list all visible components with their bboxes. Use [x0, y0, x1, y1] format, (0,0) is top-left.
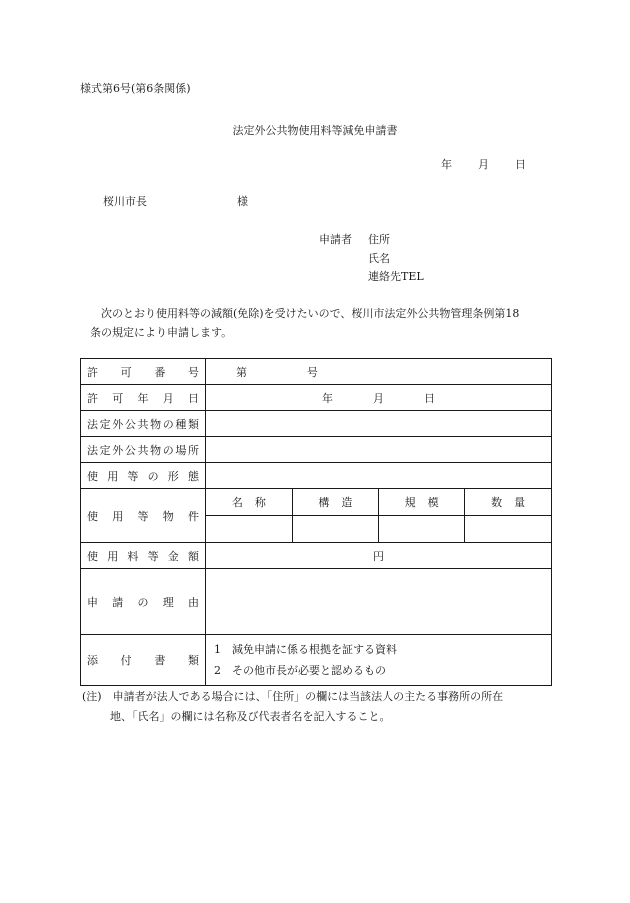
label-char: 公 — [124, 417, 136, 431]
spread-label — [87, 548, 199, 564]
label-char: 場 — [175, 443, 187, 457]
label-char: の — [147, 469, 159, 483]
label-char: 物 — [150, 417, 162, 431]
entry-structure[interactable] — [292, 516, 378, 543]
value-object-type[interactable] — [206, 411, 552, 437]
label-permit-number — [81, 359, 206, 385]
label-usage-form — [81, 463, 206, 489]
col-name — [206, 489, 292, 516]
spread-label — [87, 652, 199, 668]
applicant-tel-label: 連絡先TEL — [368, 270, 424, 283]
label-char: 物 — [150, 443, 162, 457]
label-char: 数 — [491, 496, 503, 509]
label-char: 名 — [231, 496, 243, 509]
label-char: 用 — [107, 549, 119, 563]
value-permit-date[interactable] — [206, 385, 552, 411]
label-usage-items — [81, 489, 206, 543]
label-char: 形 — [167, 469, 179, 483]
label-char: 料 — [127, 549, 139, 563]
date-month: 月 — [478, 158, 489, 171]
permit-suffix: 号 — [307, 365, 318, 379]
entry-scale[interactable] — [379, 516, 465, 543]
spread-label — [87, 390, 199, 406]
row-usage-items — [81, 489, 552, 543]
row-permit-date — [81, 385, 552, 411]
label-char: 態 — [187, 469, 199, 483]
applicant-label: 申請者 — [319, 233, 352, 246]
label-char: 使 — [87, 549, 98, 563]
label-char: 許 — [87, 365, 98, 379]
label-char: 外 — [112, 417, 124, 431]
entry-quantity[interactable] — [465, 516, 551, 543]
row-permit-number — [81, 359, 552, 385]
row-fee-amount — [81, 543, 552, 569]
label-char: 番 — [154, 365, 166, 379]
label-char: 書 — [154, 654, 166, 667]
label-char: 件 — [188, 509, 199, 523]
applicant-address-label: 住所 — [368, 233, 390, 246]
label-permit-date — [81, 385, 206, 411]
usage-items-header — [206, 489, 551, 516]
spread-label — [232, 494, 266, 510]
document-title: 法定外公共物使用料等減免申請書 — [232, 124, 398, 137]
body-line-2: 条の規定により申請します。 — [90, 326, 233, 339]
row-usage-form — [81, 463, 552, 489]
label-char: 号 — [187, 365, 199, 379]
label-char: 造 — [341, 496, 353, 509]
applicant-name-label: 氏名 — [368, 252, 390, 265]
spread-label — [87, 442, 199, 458]
label-char: 請 — [112, 595, 124, 609]
label-char: の — [137, 595, 149, 609]
value-attachments — [206, 635, 552, 686]
label-char: 添 — [87, 654, 98, 667]
spread-label — [491, 494, 525, 510]
spread-label — [87, 364, 199, 380]
label-char: 額 — [187, 549, 199, 563]
label-char: 金 — [167, 549, 179, 563]
spread-label — [87, 594, 199, 610]
label-char: 等 — [137, 509, 149, 523]
attachment-item-2: 2 その他市長が必要と認めるもの — [214, 664, 386, 677]
usage-items-entry — [206, 516, 551, 543]
label-char: 日 — [188, 391, 199, 405]
label-char: 規 — [404, 496, 416, 509]
label-char: 種 — [175, 417, 187, 431]
value-usage-form[interactable] — [206, 463, 552, 489]
row-reason — [81, 569, 552, 635]
application-table — [80, 358, 552, 686]
label-char: 可 — [120, 365, 132, 379]
spread-label — [318, 494, 352, 510]
usage-items-table — [206, 489, 551, 542]
spread-label — [87, 508, 199, 524]
date-day: 日 — [515, 158, 526, 171]
label-object-place — [81, 437, 206, 463]
label-char: の — [162, 417, 174, 431]
label-char: 理 — [162, 595, 174, 609]
label-char: 由 — [188, 595, 199, 609]
label-char: 定 — [99, 443, 111, 457]
permit-prefix: 第 — [236, 365, 247, 379]
form-number: 様式第6号(第6条関係) — [80, 82, 191, 95]
body-line-1: 次のとおり使用料等の減額(免除)を受けたいので、桜川市法定外公共物管理条例第18 — [101, 307, 520, 320]
addressee-honorific: 様 — [237, 195, 248, 208]
label-char: 月 — [162, 391, 174, 405]
entry-name[interactable] — [206, 516, 292, 543]
label-char: 共 — [137, 417, 149, 431]
fee-unit: 円 — [373, 549, 384, 563]
attachment-item-1: 1 減免申請に係る根拠を証する資料 — [214, 643, 397, 656]
label-char: 公 — [124, 443, 136, 457]
permit-date-month: 月 — [373, 391, 384, 405]
value-fee-amount[interactable] — [206, 543, 552, 569]
label-char: 法 — [87, 417, 98, 431]
date-line — [441, 156, 526, 172]
label-char: 年 — [137, 391, 149, 405]
label-char: 量 — [514, 496, 526, 509]
addressee-name: 桜川市長 — [103, 195, 147, 208]
label-char: 物 — [162, 509, 174, 523]
row-object-type — [81, 411, 552, 437]
label-char: 使 — [87, 509, 98, 523]
label-reason — [81, 569, 206, 635]
label-char: 等 — [127, 469, 139, 483]
body-text — [90, 304, 550, 342]
spread-label — [87, 416, 199, 432]
label-char: 類 — [187, 654, 199, 667]
label-char: 可 — [112, 391, 124, 405]
permit-date-day: 日 — [424, 391, 435, 405]
label-char: の — [162, 443, 174, 457]
col-structure — [292, 489, 378, 516]
label-fee-amount — [81, 543, 206, 569]
row-object-place — [81, 437, 552, 463]
note-line-1: (注) 申請者が法人である場合には、「住所」の欄には当該法人の主たる事務所の所在 — [82, 690, 504, 703]
label-char: 等 — [147, 549, 159, 563]
row-attachments — [81, 635, 552, 686]
date-year: 年 — [441, 158, 452, 171]
label-char: 構 — [318, 496, 330, 509]
label-char: 共 — [137, 443, 149, 457]
addressee — [103, 193, 248, 209]
value-reason[interactable] — [206, 569, 552, 635]
label-char: 所 — [188, 443, 199, 457]
label-char: 付 — [120, 654, 132, 667]
label-char: 用 — [107, 469, 119, 483]
label-char: 称 — [254, 496, 266, 509]
label-char: 許 — [87, 391, 98, 405]
note-line-2: 地、「氏名」の欄には名称及び代表者名を記入すること。 — [110, 710, 391, 723]
value-object-place[interactable] — [206, 437, 552, 463]
label-char: 模 — [427, 496, 439, 509]
col-quantity — [465, 489, 551, 516]
spread-label — [87, 468, 199, 484]
label-attachments — [81, 635, 206, 686]
label-char: 申 — [87, 595, 98, 609]
value-permit-number[interactable] — [206, 359, 552, 385]
label-char: 類 — [188, 417, 199, 431]
label-char: 用 — [112, 509, 124, 523]
label-object-type — [81, 411, 206, 437]
label-char: 外 — [112, 443, 124, 457]
value-usage-items — [206, 489, 552, 543]
spread-label — [405, 494, 439, 510]
label-char: 法 — [87, 443, 98, 457]
label-char: 定 — [99, 417, 111, 431]
permit-date-year: 年 — [322, 391, 333, 405]
col-scale — [379, 489, 465, 516]
label-char: 使 — [87, 469, 98, 483]
